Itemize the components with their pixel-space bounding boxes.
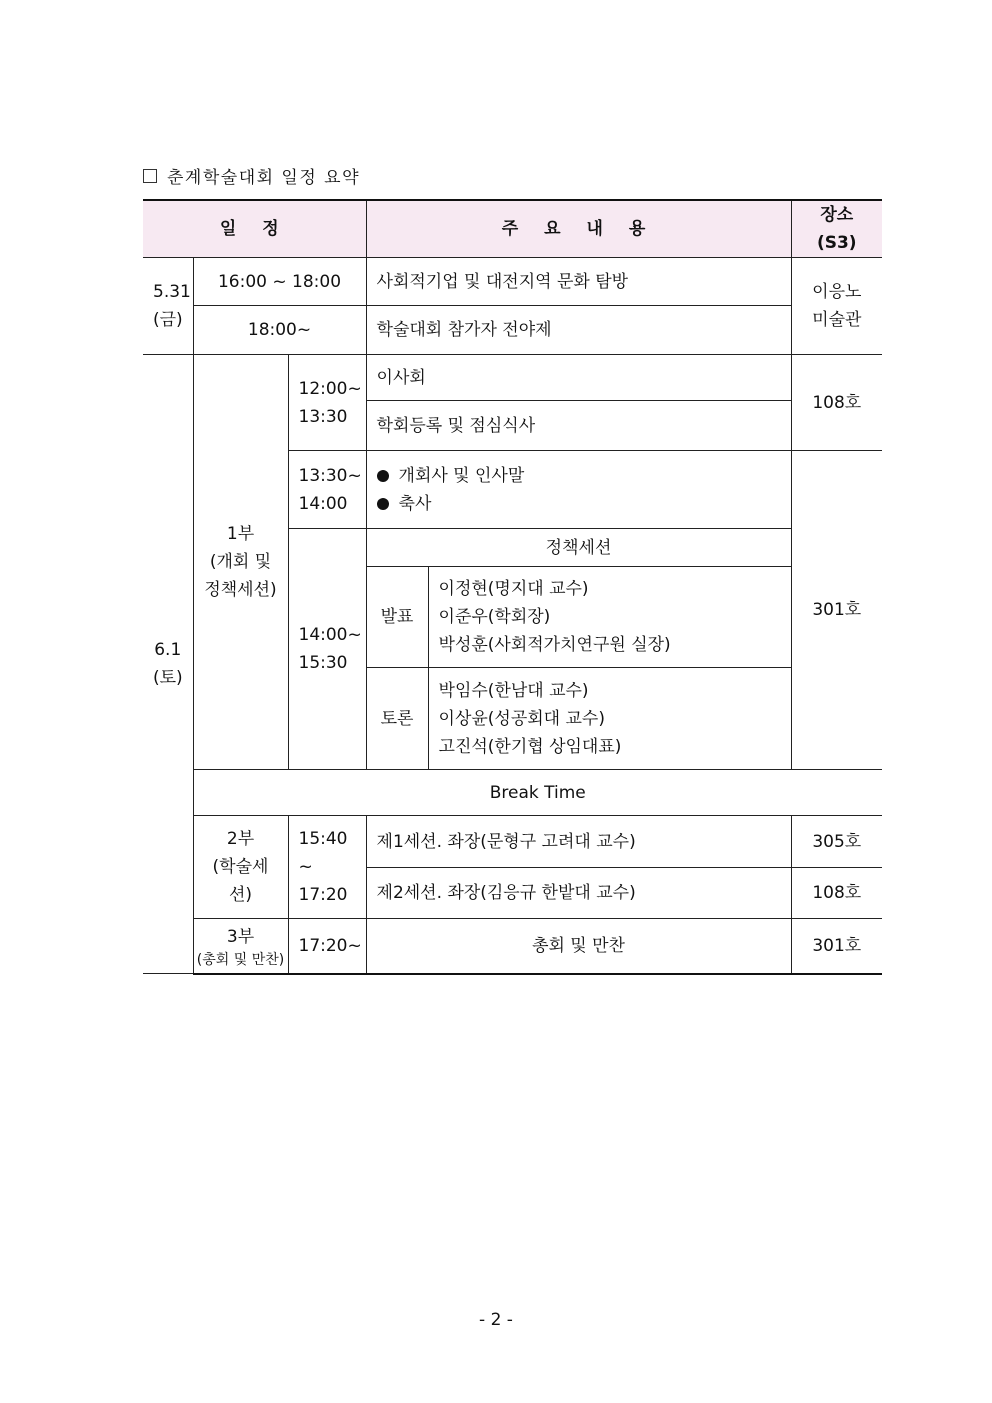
table-row [143, 306, 882, 355]
checkbox-square-icon [143, 169, 157, 183]
day1-date-cell [143, 258, 193, 355]
list-item [377, 462, 781, 490]
page-number: - 2 - [479, 1310, 513, 1330]
part1-label-cell [193, 355, 288, 770]
day2-weekday: (토) [153, 668, 183, 688]
header-schedule: 일 정 [143, 200, 366, 258]
day1-content-1: 사회적기업 및 대전지역 문화 탐방 [366, 258, 791, 306]
day2-date: 6.1 [154, 640, 182, 660]
day1-weekday: (금) [153, 310, 183, 330]
part2-label-cell [193, 816, 288, 919]
discussant-2: 이상윤(성공회대 교수) [438, 708, 605, 729]
header-content: 주 요 내 용 [366, 200, 791, 258]
day1-time-2: 18:00~ [193, 306, 366, 355]
part3-time: 17:20~ [288, 919, 366, 974]
discuss-label: 토론 [366, 668, 428, 770]
part2-start: 15:40 ~ [298, 829, 348, 877]
part2-session2: 제2세션. 좌장(김응규 한밭대 교수) [366, 868, 791, 919]
slot3-time-cell [288, 529, 366, 770]
discussants-cell [428, 668, 791, 770]
presenters-cell [428, 567, 791, 668]
slot1-end: 13:30 [298, 406, 348, 427]
day1-date: 5.31 [153, 282, 191, 302]
list-item [377, 490, 781, 518]
part1-line3: 정책세션) [204, 580, 277, 600]
slot2-item1: 개회사 및 인사말 [398, 465, 525, 486]
part1-line1: 1부 [226, 524, 255, 544]
slot2-start: 13:30~ [298, 465, 362, 486]
slot1-item2: 학회등록 및 점심식사 [366, 401, 791, 451]
day1-content-2: 학술대회 참가자 전야제 [366, 306, 791, 355]
table-row [143, 355, 882, 401]
presenter-2: 이준우(학회장) [438, 607, 551, 627]
section-heading [143, 163, 360, 188]
part1-venue: 301호 [791, 451, 882, 770]
slot2-content [366, 451, 791, 529]
part3-line1: 3부 [226, 926, 255, 947]
slot2-end: 14:00 [298, 493, 348, 514]
slot3-end: 15:30 [298, 653, 348, 673]
table-row [143, 770, 882, 816]
day1-time-1: 16:00 ~ 18:00 [193, 258, 366, 306]
day2-date-cell [143, 355, 193, 974]
table-header-row [143, 200, 882, 258]
part2-time-cell [288, 816, 366, 919]
schedule-table [143, 199, 882, 975]
day1-venue-line1: 이응노 [812, 282, 862, 302]
discussant-1: 박임수(한남대 교수) [438, 680, 589, 701]
slot1-item1: 이사회 [366, 355, 791, 401]
table-row [143, 919, 882, 974]
slot3-start: 14:00~ [298, 625, 362, 645]
part3-venue: 301호 [791, 919, 882, 974]
break-time: Break Time [193, 770, 882, 816]
session-title: 정책세션 [366, 529, 791, 567]
part2-line1: 2부 [226, 829, 255, 849]
part3-label-cell [193, 919, 288, 974]
slot2-time-cell [288, 451, 366, 529]
slot1-venue: 108호 [791, 355, 882, 451]
presenter-3: 박성훈(사회적가치연구원 실장) [438, 635, 671, 655]
part3-content: 총회 및 만찬 [366, 919, 791, 974]
part2-line2: (학술세션) [212, 857, 269, 905]
presenter-1: 이정현(명지대 교수) [438, 579, 589, 599]
day1-venue-cell [791, 258, 882, 355]
present-label: 발표 [366, 567, 428, 668]
part2-session1: 제1세션. 좌장(문형구 고려대 교수) [366, 816, 791, 868]
slot1-start: 12:00~ [298, 378, 362, 399]
table-row [143, 816, 882, 868]
part2-venue1: 305호 [791, 816, 882, 868]
day1-venue-line2: 미술관 [812, 310, 862, 330]
part3-line2: (총회 및 만찬) [196, 951, 285, 968]
slot2-item2: 축사 [398, 493, 432, 514]
heading-title: 춘계학술대회 일정 요약 [167, 168, 361, 188]
bullet-icon [377, 498, 389, 510]
part2-end: 17:20 [298, 885, 348, 905]
bullet-icon [377, 470, 389, 482]
discussant-3: 고진석(한기협 상임대표) [438, 736, 622, 757]
part2-venue2: 108호 [791, 868, 882, 919]
table-row [143, 258, 882, 306]
header-venue: 장소(S3) [791, 200, 882, 258]
part1-line2: (개회 및 [209, 552, 272, 572]
slot1-time-cell [288, 355, 366, 451]
